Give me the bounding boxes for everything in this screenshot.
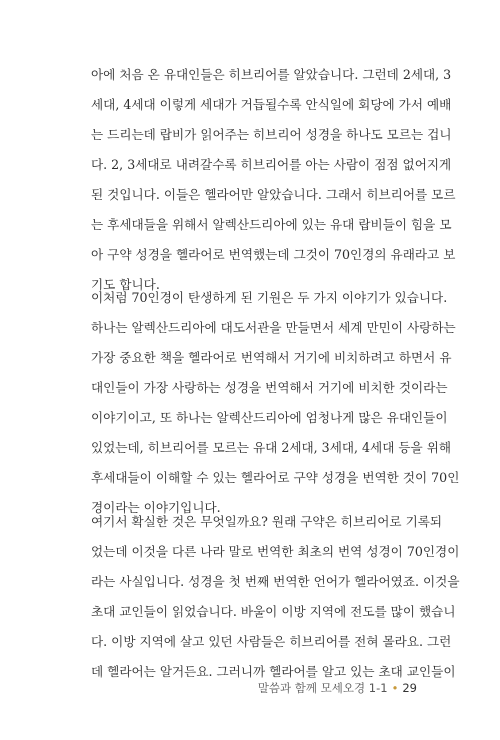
separator-dot: •	[391, 681, 399, 695]
paragraph-line: 후세대들이 이해할 수 있는 헬라어로 구약 성경을 번역한 것이 70인	[91, 470, 460, 485]
page-number: 29	[402, 681, 417, 695]
paragraph-line: 하나는 알렉산드리아에 대도서관을 만들면서 세계 만민이 사랑하는	[91, 320, 456, 335]
paragraph-line: 이야기이고, 또 하나는 알렉산드리아에 엄청나게 많은 유대인들이	[91, 410, 448, 425]
paragraph	[91, 283, 460, 523]
paragraph-line: 경이라는 이야기입니다.	[91, 500, 221, 515]
paragraph-line: 있었는데, 히브리어를 모르는 유대 2세대, 3세대, 4세대 등을 위해	[91, 440, 452, 455]
paragraph-line: 여기서 확실한 것은 무엇일까요? 원래 구약은 히브리어로 기록되	[91, 514, 443, 529]
paragraph-line: 었는데 이것을 다른 나라 말로 번역한 최초의 번역 성경이 70인경이	[91, 544, 460, 559]
paragraph-line: 기도 합니다.	[91, 277, 160, 292]
paragraph-line: 데 헬라어는 알거든요. 그러니까 헬라어를 알고 있는 초대 교인들이	[91, 664, 456, 679]
paragraph-line: 된 것입니다. 이들은 헬라어만 알았습니다. 그래서 히브리어를 모르	[91, 187, 456, 202]
paragraph-line: 대인들이 가장 사랑하는 성경을 번역해서 거기에 비치한 것이라는	[91, 380, 448, 395]
running-title: 말씀과 함께 모세오경 1-1	[257, 681, 388, 695]
paragraph-line: 이처럼 70인경이 탄생하게 된 기원은 두 가지 이야기가 있습니다.	[91, 290, 448, 305]
paragraph-line: 아 구약 성경을 헬라어로 번역했는데 그것이 70인경의 유래라고 보	[91, 247, 456, 262]
paragraph	[91, 60, 456, 300]
paragraph-line: 라는 사실입니다. 성경을 첫 번째 번역한 언어가 헬라어였죠. 이것을	[91, 574, 460, 589]
page-footer	[200, 680, 417, 696]
paragraph-line: 세대, 4세대 이렇게 세대가 거듭될수록 안식일에 회당에 가서 예배	[91, 97, 452, 112]
paragraph-line: 다. 2, 3세대로 내려갈수록 히브리어를 아는 사람이 점점 없어지게	[91, 157, 452, 172]
paragraph-line: 초대 교인들이 읽었습니다. 바울이 이방 지역에 전도를 많이 했습니	[91, 604, 456, 619]
paragraph-line: 는 후세대들을 위해서 알렉산드리아에 있는 유대 랍비들이 힘을 모	[91, 217, 452, 232]
paragraph-line: 다. 이방 지역에 살고 있던 사람들은 히브리어를 전혀 몰라요. 그런	[91, 634, 452, 649]
paragraph	[91, 507, 460, 687]
paragraph-line: 아에 처음 온 유대인들은 히브리어를 알았습니다. 그런데 2세대, 3	[91, 67, 452, 82]
paragraph-line: 가장 중요한 책을 헬라어로 번역해서 거기에 비치하려고 하면서 유	[91, 350, 452, 365]
paragraph-line: 는 드리는데 랍비가 읽어주는 히브리어 성경을 하나도 모르는 겁니	[91, 127, 452, 142]
